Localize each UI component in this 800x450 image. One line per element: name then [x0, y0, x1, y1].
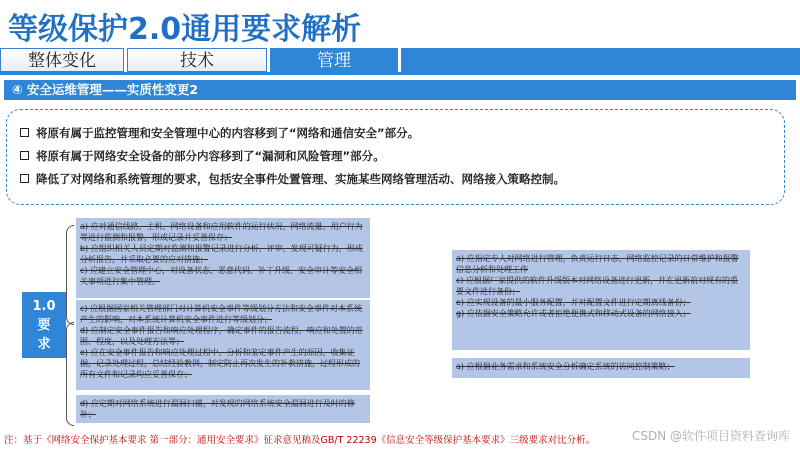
summary-bullet: 将原有属于监控管理和安全管理中心的内容移到了“网络和通信安全”部分。: [20, 122, 784, 145]
tab-management[interactable]: 管理: [270, 48, 398, 72]
brace-bottom: [66, 322, 74, 426]
old-requirement-block-access: a) 应根据业务需求和系统安全分析确定系统的访问控制策略；: [452, 358, 750, 378]
tab-bar-fill: [401, 48, 800, 72]
summary-bullet: 降低了对网络和系统管理的要求，包括安全事件处置管理、实施某些网络管理活动、网络接入策略控制。: [20, 168, 784, 191]
tab-underline: [0, 72, 800, 75]
summary-bullet: 将原有属于网络安全设备的部分内容移到了“漏洞和风险管理”部分。: [20, 145, 784, 168]
brace-top: [66, 225, 74, 325]
old-requirement-block-monitoring: a) 应对通信线路、主机、网络设备和应用软件的运行状况、网络流量、用户行为等进行监测和报警，形成记录并妥善保存； b) 应组织相关人员定期对监测和报警记录进行分析、评审，发现可疑行为，形成分析报告，并采取必要的应对措施； c) 应建立安全管理中心，对设备状态、恶意代码、补丁升级、安全审计等安全相关事项进行集中管理。: [76, 218, 370, 298]
tab-bar: [0, 48, 800, 72]
old-requirement-block-network: a) 应指定专人对网络进行管理，负责运行日志、网络监控记录的日常维护和报警信息分析和处理工作 c) 应根据厂家提供的软件升级版本对网络设备进行更新，并在更新前对现有的重要文件进行备份； e) 应实现设备的最小服务配置，并对配置文件进行定期离线备份； g) 应依据安全策略允许或者拒绝便携式和移动式设备的网络接入；: [452, 250, 750, 350]
old-requirement-block-vulnerability: d) 应定期对网络系统进行漏洞扫描，对发现的网络系统安全漏洞进行及时的修补；: [76, 395, 370, 423]
footnote: 注：基于《网络安全保护基本要求 第一部分：通用安全要求》征求意见稿及GB/T 22239《信息安全等级保护基本要求》三级要求对比分析。: [4, 435, 596, 446]
watermark-credit: CSDN @软件项目资料查询库: [631, 429, 790, 443]
tab-overall-change[interactable]: 整体变化: [0, 48, 124, 72]
summary-box: [6, 109, 785, 205]
page-title: 等级保护2.0通用要求解析: [8, 12, 362, 47]
tab-technology[interactable]: 技术: [127, 48, 267, 72]
checkbox-icon: [20, 128, 29, 137]
requirement-label: 1.0 要 求: [22, 292, 66, 358]
checkbox-icon: [20, 174, 29, 183]
checkbox-icon: [20, 151, 29, 160]
old-requirement-block-incident: c) 应根据国家相关管理部门对计算机安全事件等级划分方法和安全事件对本系统产生的影响，对本系统计算机安全事件进行等级划分； d) 应制定安全事件报告和响应处理程序，确定事件的报告流程，响应和处置的范围、程度，以及处理方法等； e) 应在安全事件报告和响应处理过程中，分析和鉴定事件产生的原因，收集证据，记录处理过程，总结经验教训，制定防止再次发生的补救措施，过程形成的所有文件和记录均应妥善保存；: [76, 300, 370, 390]
section-header: ④ 安全运维管理——实质性变更2: [4, 80, 796, 100]
